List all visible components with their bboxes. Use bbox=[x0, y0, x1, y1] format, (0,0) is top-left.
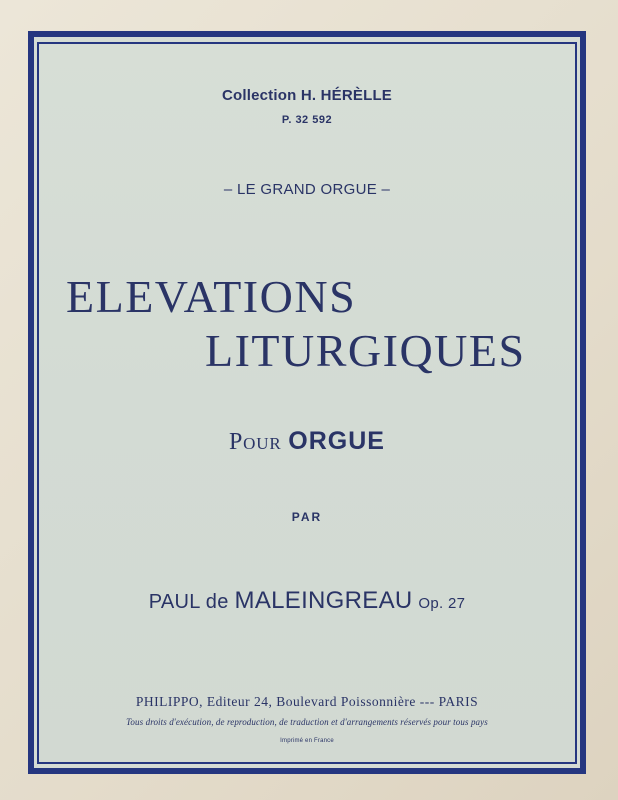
inner-border bbox=[37, 42, 577, 764]
title-line-1: ELEVATIONS bbox=[66, 271, 357, 322]
opus-number: Op. 27 bbox=[418, 595, 466, 612]
composer-first-name: PAUL de bbox=[148, 591, 229, 613]
collection-label: Collection H. HÉRÈLLE bbox=[221, 87, 393, 104]
composer-last-name: MALEINGREAU bbox=[234, 587, 413, 614]
publisher-line: PHILIPPO, Editeur 24, Boulevard Poissonnière --- PARIS bbox=[135, 694, 479, 709]
plate-number: P. 32 592 bbox=[281, 114, 333, 126]
title-line-2: LITURGIQUES bbox=[205, 325, 526, 376]
printed-in-label: Imprimé en France bbox=[280, 738, 334, 744]
instrument-line bbox=[37, 427, 577, 456]
instrument-prefix: Pour bbox=[229, 429, 282, 455]
series-title: – LE GRAND ORGUE – bbox=[223, 181, 391, 198]
rights-notice: Tous droits d'exécution, de reproduction, de traduction et d'arrangements réservés pour tous pays bbox=[126, 717, 488, 727]
by-label: PAR bbox=[291, 510, 323, 524]
composer-line bbox=[37, 587, 577, 615]
instrument-name: ORGUE bbox=[288, 427, 385, 455]
